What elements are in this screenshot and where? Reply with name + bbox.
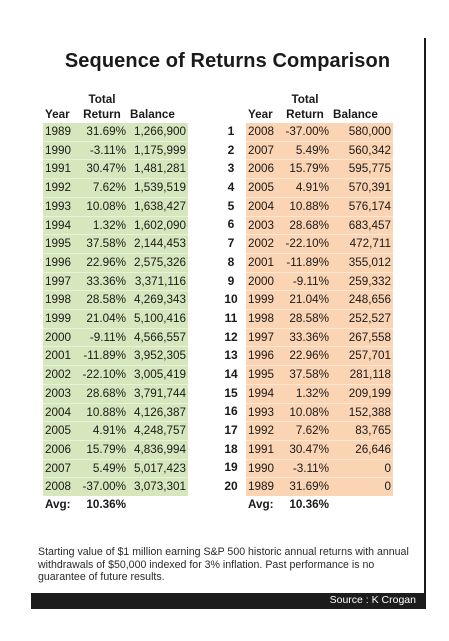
left-header-balance: Balance xyxy=(130,108,175,121)
left-return-cell: -11.89% xyxy=(76,347,128,366)
left-year-cell: 1995 xyxy=(43,235,76,254)
left-table-row xyxy=(43,422,188,441)
right-balance-cell: 152,388 xyxy=(331,403,393,422)
sequence-index-column xyxy=(218,122,244,496)
right-return-cell: 5.49% xyxy=(279,141,331,160)
right-year-cell: 2008 xyxy=(246,123,279,142)
right-return-cell: 7.62% xyxy=(279,422,331,441)
right-return-cell: 37.58% xyxy=(279,366,331,385)
right-return-cell: -37.00% xyxy=(279,123,331,142)
left-table-body xyxy=(43,92,188,514)
right-table-row xyxy=(246,310,393,329)
left-balance-cell: 2,575,326 xyxy=(128,253,188,272)
right-table-row xyxy=(246,347,393,366)
left-return-cell: 22.96% xyxy=(76,253,128,272)
right-year-cell: 2000 xyxy=(246,272,279,291)
left-return-cell: 4.91% xyxy=(76,422,128,441)
right-return-cell: -3.11% xyxy=(279,459,331,478)
left-table-row xyxy=(43,366,188,385)
right-balance-cell: 595,775 xyxy=(331,160,393,179)
right-table-row xyxy=(246,366,393,385)
right-year-cell: 1996 xyxy=(246,347,279,366)
left-balance-cell: 3,371,116 xyxy=(128,272,188,291)
left-balance-cell: 5,017,423 xyxy=(128,459,188,478)
right-balance-cell: 259,332 xyxy=(331,272,393,291)
left-return-cell: -22.10% xyxy=(76,366,128,385)
sequence-index: 2 xyxy=(227,142,235,157)
right-table-row xyxy=(246,459,393,478)
left-balance-cell: 4,269,343 xyxy=(128,291,188,310)
left-return-cell: -9.11% xyxy=(76,328,128,347)
right-balance-cell: 0 xyxy=(331,459,393,478)
right-table-row xyxy=(246,403,393,422)
right-year-cell: 1999 xyxy=(246,291,279,310)
left-table-row xyxy=(43,160,188,179)
right-table-row xyxy=(246,253,393,272)
sequence-index: 11 xyxy=(224,310,238,325)
right-return-cell: 22.96% xyxy=(279,347,331,366)
sequence-index: 4 xyxy=(227,180,235,195)
right-return-cell: 21.04% xyxy=(279,291,331,310)
right-header-return: Return xyxy=(286,108,324,121)
left-return-cell: 28.68% xyxy=(76,384,128,403)
right-year-cell: 1993 xyxy=(246,403,279,422)
right-table-row xyxy=(246,216,393,235)
right-average-value: 10.36% xyxy=(279,496,331,514)
left-header-total: Total xyxy=(88,93,116,106)
left-year-cell: 2002 xyxy=(43,366,76,385)
sequence-index: 12 xyxy=(224,329,238,344)
right-year-cell: 2007 xyxy=(246,141,279,160)
left-year-cell: 1991 xyxy=(43,160,76,179)
footnote: Starting value of $1 million earning S&P 500 historic annual returns with annual withdrawals of $50,000 indexed for 3% inflation. Past performance is no guarantee of future results. xyxy=(38,546,409,584)
left-year-cell: 1997 xyxy=(43,272,76,291)
right-return-cell: -11.89% xyxy=(279,253,331,272)
left-table-row xyxy=(43,328,188,347)
left-balance-cell: 1,602,090 xyxy=(128,216,188,235)
sequence-index: 3 xyxy=(227,161,235,176)
left-table-row xyxy=(43,216,188,235)
sequence-index: 8 xyxy=(227,254,235,269)
left-average-row xyxy=(43,496,188,514)
left-return-cell: 10.88% xyxy=(76,403,128,422)
right-return-cell: 1.32% xyxy=(279,384,331,403)
left-table-row xyxy=(43,123,188,142)
right-return-cell: -9.11% xyxy=(279,272,331,291)
sequence-index: 9 xyxy=(227,273,235,288)
right-table-row xyxy=(246,179,393,198)
right-returns-table xyxy=(246,92,393,514)
left-return-cell: 1.32% xyxy=(76,216,128,235)
right-year-cell: 2006 xyxy=(246,160,279,179)
left-balance-cell: 1,266,900 xyxy=(128,123,188,142)
left-balance-cell: 4,248,757 xyxy=(128,422,188,441)
left-table-row xyxy=(43,253,188,272)
left-return-cell: 33.36% xyxy=(76,272,128,291)
right-balance-cell: 472,711 xyxy=(331,235,393,254)
sequence-index: 13 xyxy=(224,348,238,363)
page-title: Sequence of Returns Comparison xyxy=(64,50,391,72)
left-balance-cell: 4,566,557 xyxy=(128,328,188,347)
sequence-index: 6 xyxy=(227,217,235,232)
right-balance-cell: 26,646 xyxy=(331,440,393,459)
sequence-index: 19 xyxy=(224,460,238,475)
left-table-row xyxy=(43,347,188,366)
right-balance-cell: 252,527 xyxy=(331,310,393,329)
left-year-cell: 2003 xyxy=(43,384,76,403)
right-year-cell: 1998 xyxy=(246,310,279,329)
left-year-cell: 2008 xyxy=(43,478,76,496)
left-balance-cell: 2,144,453 xyxy=(128,235,188,254)
right-year-cell: 1990 xyxy=(246,459,279,478)
right-return-cell: 15.79% xyxy=(279,160,331,179)
left-year-cell: 2001 xyxy=(43,347,76,366)
left-table-row xyxy=(43,179,188,198)
sequence-index: 10 xyxy=(224,292,238,307)
right-balance-cell: 0 xyxy=(331,478,393,496)
left-return-cell: 7.62% xyxy=(76,179,128,198)
right-return-cell: 28.58% xyxy=(279,310,331,329)
right-balance-cell: 257,701 xyxy=(331,347,393,366)
right-table-row xyxy=(246,272,393,291)
left-balance-cell: 5,100,416 xyxy=(128,310,188,329)
document-frame xyxy=(31,38,426,609)
right-average-row xyxy=(246,496,393,514)
left-year-cell: 1996 xyxy=(43,253,76,272)
right-table-row xyxy=(246,440,393,459)
right-return-cell: 33.36% xyxy=(279,328,331,347)
left-table-row xyxy=(43,272,188,291)
sequence-index: 1 xyxy=(227,124,235,138)
right-year-cell: 1997 xyxy=(246,328,279,347)
left-year-cell: 2007 xyxy=(43,459,76,478)
left-average-label: Avg: xyxy=(43,496,76,514)
right-return-cell: 10.08% xyxy=(279,403,331,422)
right-year-cell: 2004 xyxy=(246,197,279,216)
right-year-cell: 1989 xyxy=(246,478,279,496)
right-year-cell: 2005 xyxy=(246,179,279,198)
right-header-year: Year xyxy=(248,108,273,121)
right-table-row xyxy=(246,235,393,254)
right-table-row xyxy=(246,160,393,179)
left-year-cell: 2005 xyxy=(43,422,76,441)
left-return-cell: 5.49% xyxy=(76,459,128,478)
left-header-return: Return xyxy=(83,108,121,121)
right-balance-cell: 355,012 xyxy=(331,253,393,272)
left-balance-cell: 4,126,387 xyxy=(128,403,188,422)
left-balance-cell: 3,005,419 xyxy=(128,366,188,385)
right-year-cell: 1994 xyxy=(246,384,279,403)
left-return-cell: 37.58% xyxy=(76,235,128,254)
right-year-cell: 1992 xyxy=(246,422,279,441)
left-returns-table xyxy=(43,92,188,514)
left-table-row xyxy=(43,459,188,478)
right-header-balance: Balance xyxy=(333,108,378,121)
right-return-cell: 31.69% xyxy=(279,478,331,496)
right-header-total: Total xyxy=(291,93,319,106)
right-balance-cell: 248,656 xyxy=(331,291,393,310)
right-balance-cell: 209,199 xyxy=(331,384,393,403)
right-header-row-2 xyxy=(246,107,393,123)
left-balance-cell: 3,073,301 xyxy=(128,478,188,496)
left-year-cell: 1993 xyxy=(43,197,76,216)
left-table-row xyxy=(43,384,188,403)
right-balance-cell: 570,391 xyxy=(331,179,393,198)
right-year-cell: 1995 xyxy=(246,366,279,385)
left-table-row xyxy=(43,235,188,254)
left-table-row xyxy=(43,403,188,422)
left-balance-cell: 3,952,305 xyxy=(128,347,188,366)
right-return-cell: 28.68% xyxy=(279,216,331,235)
left-return-cell: -3.11% xyxy=(76,141,128,160)
right-average-label: Avg: xyxy=(246,496,279,514)
right-year-cell: 2003 xyxy=(246,216,279,235)
left-return-cell: 15.79% xyxy=(76,440,128,459)
left-balance-cell: 3,791,744 xyxy=(128,384,188,403)
left-header-row-2 xyxy=(43,107,188,123)
right-table-row xyxy=(246,197,393,216)
right-balance-cell: 576,174 xyxy=(331,197,393,216)
right-table-row xyxy=(246,384,393,403)
right-year-cell: 2001 xyxy=(246,253,279,272)
left-balance-cell: 1,481,281 xyxy=(128,160,188,179)
right-balance-cell: 83,765 xyxy=(331,422,393,441)
right-return-cell: -22.10% xyxy=(279,235,331,254)
left-table-row xyxy=(43,141,188,160)
left-year-cell: 1992 xyxy=(43,179,76,198)
left-year-cell: 1989 xyxy=(43,123,76,142)
sequence-index: 14 xyxy=(224,366,238,381)
source-bar xyxy=(31,593,424,609)
right-table-row xyxy=(246,123,393,142)
left-return-cell: 31.69% xyxy=(76,123,128,142)
right-year-cell: 1991 xyxy=(246,440,279,459)
left-table-row xyxy=(43,310,188,329)
right-table-body xyxy=(246,92,393,514)
left-average-value: 10.36% xyxy=(76,496,128,514)
sequence-index: 18 xyxy=(224,441,238,456)
right-return-cell: 4.91% xyxy=(279,179,331,198)
sequence-index: 5 xyxy=(227,198,235,213)
right-return-cell: 30.47% xyxy=(279,440,331,459)
sequence-index: 16 xyxy=(224,404,238,419)
left-balance-cell: 1,638,427 xyxy=(128,197,188,216)
right-table-row xyxy=(246,328,393,347)
right-table-row xyxy=(246,141,393,160)
left-year-cell: 2004 xyxy=(43,403,76,422)
left-return-cell: 21.04% xyxy=(76,310,128,329)
left-return-cell: -37.00% xyxy=(76,478,128,496)
left-table-row xyxy=(43,440,188,459)
left-year-cell: 1994 xyxy=(43,216,76,235)
left-header-year: Year xyxy=(45,108,70,121)
right-table-row xyxy=(246,422,393,441)
left-balance-cell: 1,175,999 xyxy=(128,141,188,160)
right-header-row-1 xyxy=(246,92,393,107)
right-table-row xyxy=(246,478,393,496)
right-balance-cell: 281,118 xyxy=(331,366,393,385)
sequence-index: 20 xyxy=(224,479,238,494)
left-year-cell: 1998 xyxy=(43,291,76,310)
left-year-cell: 1990 xyxy=(43,141,76,160)
left-balance-cell: 4,836,994 xyxy=(128,440,188,459)
left-year-cell: 1999 xyxy=(43,310,76,329)
right-year-cell: 2002 xyxy=(246,235,279,254)
left-return-cell: 28.58% xyxy=(76,291,128,310)
left-return-cell: 10.08% xyxy=(76,197,128,216)
right-balance-cell: 683,457 xyxy=(331,216,393,235)
sequence-index: 17 xyxy=(224,423,238,437)
sequence-index: 7 xyxy=(227,236,235,251)
right-return-cell: 10.88% xyxy=(279,197,331,216)
sequence-index: 15 xyxy=(224,385,238,400)
right-balance-cell: 267,558 xyxy=(331,328,393,347)
right-balance-cell: 560,342 xyxy=(331,141,393,160)
left-year-cell: 2006 xyxy=(43,440,76,459)
left-balance-cell: 1,539,519 xyxy=(128,179,188,198)
left-table-row xyxy=(43,291,188,310)
right-table-row xyxy=(246,291,393,310)
right-balance-cell: 580,000 xyxy=(331,123,393,142)
left-year-cell: 2000 xyxy=(43,328,76,347)
source-credit: Source : K Crogan xyxy=(329,594,416,606)
left-return-cell: 30.47% xyxy=(76,160,128,179)
left-table-row xyxy=(43,197,188,216)
left-table-row xyxy=(43,478,188,496)
left-header-row-1 xyxy=(43,92,188,107)
